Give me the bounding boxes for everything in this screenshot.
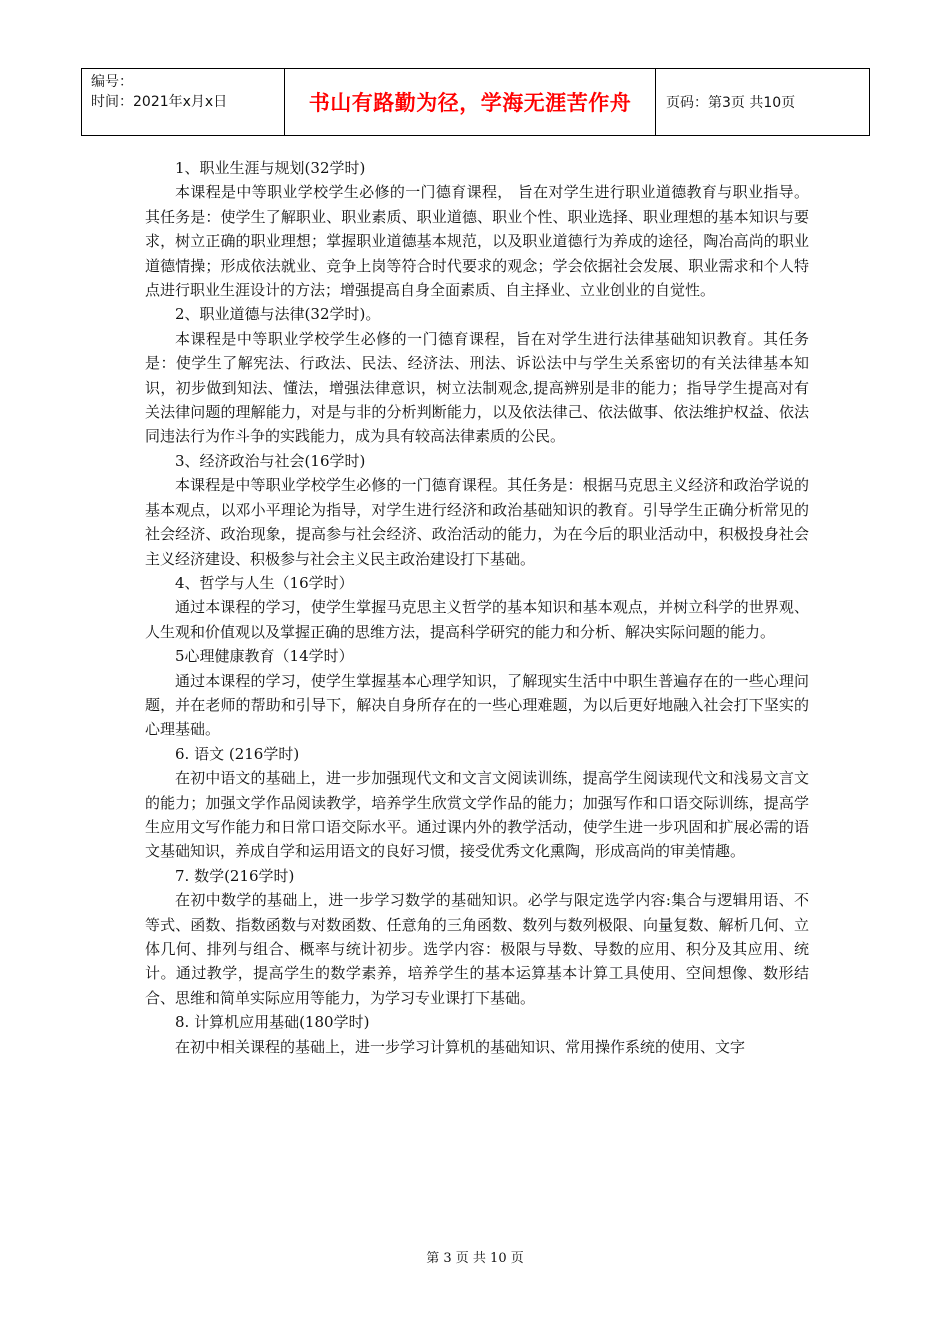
section-heading: 1、职业生涯与规划(32学时) xyxy=(175,159,366,177)
header-page-label: 页码：第3页 共10页 xyxy=(666,95,796,111)
header-meta-cell xyxy=(82,69,285,135)
section-heading: 4、哲学与人生（16学时） xyxy=(175,573,354,592)
section-heading: 3、经济政治与社会(16学时) xyxy=(175,451,366,470)
page-footer: 第 3 页 共 10 页 xyxy=(426,1251,524,1266)
paragraph: 在初中相关课程的基础上，进一步学习计算机的基础知识、常用操作系统的使用、文字 xyxy=(175,1037,746,1056)
document-time-label: 时间：2021年x月x日 xyxy=(91,94,228,110)
section-heading: 5心理健康教育（14学时） xyxy=(175,647,354,666)
paragraph: 通过本课程的学习，使学生掌握马克思主义哲学的基本知识和基本观点，并树立科学的世界观、人生观和价值观以及掌握正确的思维方法，提高科学研究的能力和分析、解决实际问题的能力。 xyxy=(145,598,809,641)
header-motto-cell xyxy=(285,69,656,135)
header-motto: 书山有路勤为径，学海无涯苦作舟 xyxy=(308,91,632,115)
section-heading: 7. 数学(216学时) xyxy=(175,866,295,885)
paragraph: 本课程是中等职业学校学生必修的一门德育课程。其任务是：根据马克思主义经济和政治学说的基本观点，以邓小平理论为指导，对学生进行经济和政治基础知识的教育。引导学生正确分析常见的社会经济、政治现象，提高参与社会经济、政治活动的能力，为在今后的职业活动中，积极投身社会主义经济建设、积极参与社会主义民主政治建设打下基础。 xyxy=(145,476,809,568)
document-number-label: 编号： xyxy=(91,74,133,90)
section-heading: 8. 计算机应用基础(180学时) xyxy=(175,1013,370,1032)
header-page-cell xyxy=(656,69,869,135)
paragraph: 在初中数学的基础上，进一步学习数学的基础知识。必学与限定选学内容:集合与逻辑用语、不等式、函数、指数函数与对数函数、任意角的三角函数、数列与数列极限、向量复数、解析几何、立体几何、排列与组合、概率与统计初步。选学内容：极限与导数、导数的应用、积分及其应用、统计。通过教学，提高学生的数学素养，培养学生的基本运算基本计算工具使用、空间想像、数形结合、思维和简单实际应用等能力，为学习专业课打下基础。 xyxy=(145,891,809,1007)
section-heading: 2、职业道德与法律(32学时)。 xyxy=(175,305,381,324)
paragraph: 本课程是中等职业学校学生必修的一门德育课程，旨在对学生进行法律基础知识教育。其任务是：使学生了解宪法、行政法、民法、经济法、刑法、诉讼法中与学生关系密切的有关法律基本知识，初步做到知法、懂法，增强法律意识，树立法制观念,提高辨别是非的能力；指导学生提高对有关法律问题的理解能力，对是与非的分析判断能力，以及依法律己、依法做事、依法维护权益、依法同违法行为作斗争的实践能力，成为具有较高法律素质的公民。 xyxy=(145,329,809,446)
document-body xyxy=(145,156,809,1059)
section-heading: 6. 语文 (216学时) xyxy=(175,744,300,763)
paragraph: 通过本课程的学习，使学生掌握基本心理学知识，了解现实生活中中职生普遍存在的一些心理问题，并在老师的帮助和引导下，解决自身所存在的一些心理难题，为以后更好地融入社会打下坚实的心理基础。 xyxy=(145,671,809,739)
paragraph: 本课程是中等职业学校学生必修的一门德育课程， 旨在对学生进行职业道德教育与职业指导。其任务是：使学生了解职业、职业素质、职业道德、职业个性、职业选择、职业理想的基本知识与要求，树立正确的职业理想；掌握职业道德基本规范，以及职业道德行为养成的途径，陶冶高尚的职业道德情操；形成依法就业、竞争上岗等符合时代要求的观念；学会依据社会发展、职业需求和个人特点进行职业生涯设计的方法；增强提高自身全面素质、自主择业、立业创业的自觉性。 xyxy=(145,183,809,300)
header-table xyxy=(81,68,870,136)
paragraph: 在初中语文的基础上，进一步加强现代文和文言文阅读训练，提高学生阅读现代文和浅易文言文的能力；加强文学作品阅读教学，培养学生欣赏文学作品的能力；加强写作和口语交际训练，提高学生应用文写作能力和日常口语交际水平。通过课内外的教学活动，使学生进一步巩固和扩展必需的语文基础知识，养成自学和运用语文的良好习惯，接受优秀文化熏陶，形成高尚的审美情趣。 xyxy=(145,769,809,861)
